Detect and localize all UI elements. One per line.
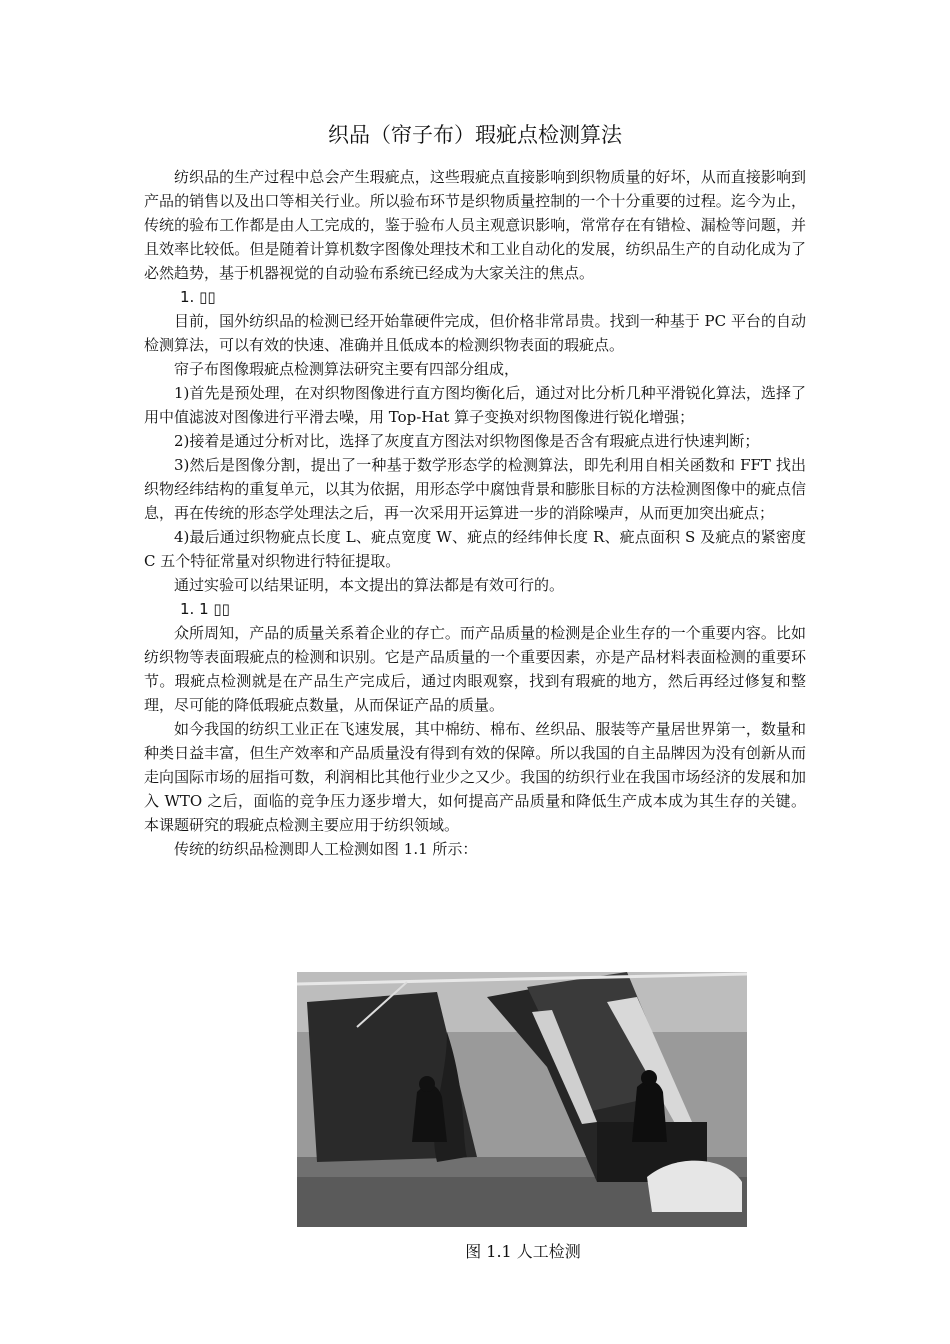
paragraph: 如今我国的纺织工业正在飞速发展，其中棉纺、棉布、丝织品、服装等产量居世界第一，数量和种类日益丰富，但生产效率和产品质量没有得到有效的保障。所以我国的自主品牌因为没有创新从而走向国际市场的屈指可数，利润相比其他行业少之又少。我国的纺织行业在我国市场经济的发展和加入 WTO 之后，面临的竞争压力逐步增大，如何提高产品质量和降低生产成本成为其生存的关键。本课题研究的瑕疵点检测主要应用于纺织领域。 [144,720,806,834]
section-heading-1-1: 1. 1 ▯▯ [180,600,230,618]
list-item: 1)首先是预处理，在对织物图像进行直方图均衡化后，通过对比分析几种平滑锐化算法，选择了用中值滤波对图像进行平滑去噪，用 Top-Hat 算子变换对织物图像进行锐化增强； [144,384,806,426]
paragraph: 传统的纺织品检测即人工检测如图 1.1 所示： [174,840,478,858]
list-item: 3)然后是图像分割，提出了一种基于数学形态学的检测算法，即先利用自相关函数和 FFT 找出织物经纬结构的重复单元，以其为依据，用形态学中腐蚀背景和膨胀目标的方法检测图像中的疵点信息，再在传统的形态学处理法之后，再一次采用开运算进一步的消除噪声，从而更加突出疵点； [144,456,806,522]
section-heading-1: 1. ▯▯ [180,288,216,306]
document-title: 织品（帘子布）瑕疵点检测算法 [328,123,622,147]
figure-caption: 图 1.1 人工检测 [465,1242,581,1261]
paragraph-intro: 纺织品的生产过程中总会产生瑕疵点，这些瑕疵点直接影响到织物质量的好坏，从而直接影响到产品的销售以及出口等相关行业。所以验布环节是织物质量控制的一个十分重要的过程。迄今为止，传统的验布工作都是由人工完成的，鉴于验布人员主观意识影响，常常存在有错检、漏检等问题，并且效率比较低。但是随着计算机数字图像处理技术和工业自动化的发展，纺织品生产的自动化成为了必然趋势，基于机器视觉的自动验布系统已经成为大家关注的焦点。 [144,168,806,282]
list-item: 4)最后通过织物疵点长度 L、疵点宽度 W、疵点的经纬伸长度 R、疵点面积 S 及疵点的紧密度 C 五个特征常量对织物进行特征提取。 [144,528,806,570]
list-item: 2)接着是通过分析对比，选择了灰度直方图法对织物图像是否含有瑕疵点进行快速判断； [174,432,760,450]
paragraph: 通过实验可以结果证明，本文提出的算法都是有效可行的。 [174,576,565,594]
inspection-photo-illustration [297,972,747,1227]
paragraph: 帘子布图像瑕疵点检测算法研究主要有四部分组成， [174,360,520,378]
document-body [144,165,806,861]
paragraph: 目前，国外纺织品的检测已经开始靠硬件完成，但价格非常昂贵。找到一种基于 PC 平台的自动检测算法，可以有效的快速、准确并且低成本的检测织物表面的瑕疵点。 [144,312,806,354]
figure-photo [297,972,747,1227]
paragraph: 众所周知，产品的质量关系着企业的存亡。而产品质量的检测是企业生存的一个重要内容。比如纺织物等表面瑕疵点的检测和识别。它是产品质量的一个重要因素，亦是产品材料表面检测的重要环节。瑕疵点检测就是在产品生产完成后，通过肉眼观察，找到有瑕疵的地方，然后再经过修复和整理，尽可能的降低瑕疵点数量，从而保证产品的质量。 [144,624,806,714]
